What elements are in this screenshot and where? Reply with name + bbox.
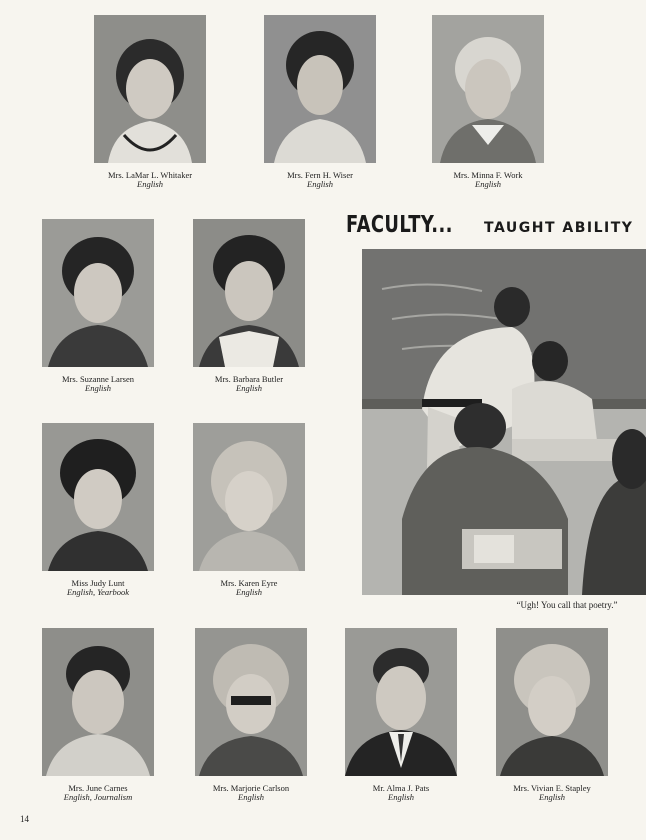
faculty-name: Mrs. LaMar L. Whitaker [107, 170, 193, 180]
faculty-name: Mrs. Fern H. Wiser [287, 170, 353, 180]
portrait-stapley [496, 628, 608, 776]
faculty-subject: English, Yearbook [66, 587, 130, 597]
portrait-carnes [42, 628, 154, 776]
faculty-name: Mrs. Vivian E. Stapley [513, 783, 591, 793]
portrait-butler [193, 219, 305, 367]
portrait-carlson [195, 628, 307, 776]
portrait-wiser [264, 15, 376, 163]
faculty-subject: English [85, 383, 111, 393]
faculty-name: Mr. Alma J. Pats [372, 783, 430, 793]
faculty-subject: English [388, 792, 414, 802]
portrait-pats [345, 628, 457, 776]
headline-sub: TAUGHT ABILITY [484, 220, 634, 236]
classroom-caption-text: “Ugh! You call that poetry.” [516, 600, 618, 610]
faculty-name: Miss Judy Lunt [71, 578, 125, 588]
caption-lunt [42, 579, 154, 597]
caption-carnes [42, 784, 154, 802]
caption-whitaker [94, 171, 206, 189]
faculty-subject: English [137, 179, 163, 189]
headline-main: FACULTY... [346, 212, 453, 238]
portrait-eyre [193, 423, 305, 571]
caption-butler [193, 375, 305, 393]
classroom-caption [492, 601, 642, 610]
faculty-subject: English [238, 792, 264, 802]
page-number: 14 [20, 814, 29, 824]
faculty-name: Mrs. Marjorie Carlson [212, 783, 290, 793]
faculty-name: Mrs. Minna F. Work [453, 170, 523, 180]
faculty-name: Mrs. June Carnes [68, 783, 128, 793]
faculty-subject: English [236, 587, 262, 597]
faculty-name: Mrs. Barbara Butler [214, 374, 284, 384]
faculty-name: Mrs. Karen Eyre [220, 578, 278, 588]
caption-stapley [496, 784, 608, 802]
faculty-subject: English [475, 179, 501, 189]
faculty-subject: English [236, 383, 262, 393]
section-headline [346, 212, 646, 238]
caption-work [432, 171, 544, 189]
portrait-larsen [42, 219, 154, 367]
faculty-subject: English [539, 792, 565, 802]
faculty-name: Mrs. Suzanne Larsen [62, 374, 134, 384]
faculty-subject: English [307, 179, 333, 189]
portrait-lunt [42, 423, 154, 571]
classroom-photo [362, 249, 646, 595]
caption-pats [345, 784, 457, 802]
caption-eyre [193, 579, 305, 597]
caption-wiser [264, 171, 376, 189]
caption-carlson [195, 784, 307, 802]
portrait-work [432, 15, 544, 163]
portrait-whitaker [94, 15, 206, 163]
faculty-subject: English, Journalism [63, 792, 133, 802]
caption-larsen [42, 375, 154, 393]
